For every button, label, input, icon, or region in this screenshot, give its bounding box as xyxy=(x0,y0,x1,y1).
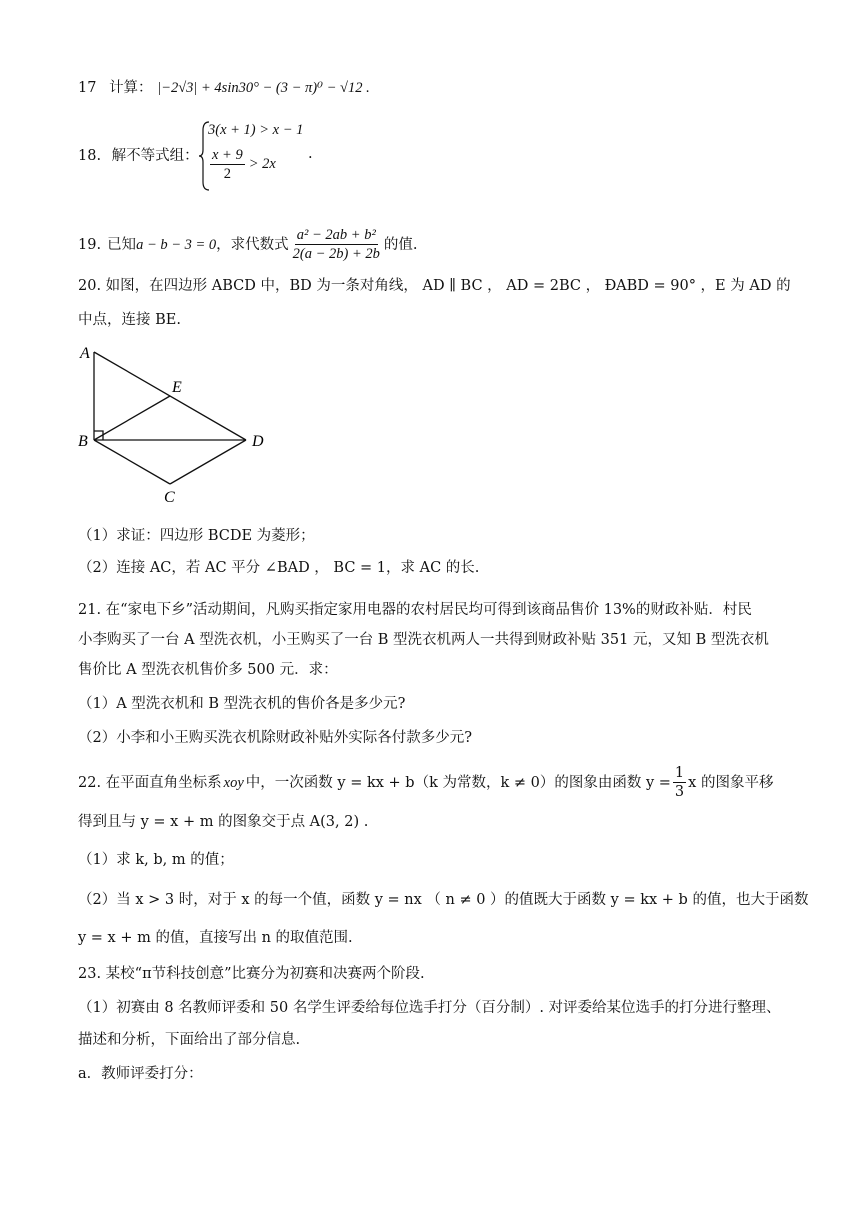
question-23-line-4: a．教师评委打分： xyxy=(78,1066,203,1082)
point-label-e: E xyxy=(172,379,182,396)
segment-be xyxy=(94,396,170,440)
inequality-2-rhs: > 2x xyxy=(248,156,276,172)
question-18 xyxy=(78,146,784,166)
question-21-line-1: 21. 在“家电下乡”活动期间，凡购买指定家用电器的农村居民均可得到该商品售价 13%的财政补贴．村民 xyxy=(78,602,752,618)
point-label-b: B xyxy=(78,433,88,450)
question-17 xyxy=(78,78,784,98)
question-21-part-2: （2）小李和小王购买洗衣机除财政补贴外实际各付款多少元? xyxy=(78,730,472,746)
question-label: 计算： xyxy=(109,80,153,96)
question-20-part-2: （2）连接 AC，若 AC 平分 ∠BAD ， BC = 1，求 AC 的长. xyxy=(78,560,480,576)
fraction xyxy=(210,146,245,183)
inequality-1: 3(x + 1) > x − 1 xyxy=(208,122,304,138)
question-text: 的值. xyxy=(383,236,418,253)
fraction-denominator: 2(a − 2b) + 2b xyxy=(292,246,380,262)
point-label-d: D xyxy=(252,433,264,450)
question-20-line-1: 20. 如图，在四边形 ABCD 中，BD 为一条对角线， AD ∥ BC ， AD = 2BC ， ÐABD = 90° ，E 为 AD 的 xyxy=(78,278,791,294)
question-22-line-1 xyxy=(78,764,784,801)
question-22-part-2-line-2: y = x + m 的值，直接写出 n 的取值范围. xyxy=(78,930,353,946)
question-label: 解不等式组： xyxy=(111,148,199,164)
fraction-numerator: 1 xyxy=(674,765,685,781)
question-21-line-2: 小李购买了一台 A 型洗衣机，小王购买了一台 B 型洗衣机两人一共得到财政补贴 351 元，又知 B 型洗衣机 xyxy=(78,632,769,648)
question-20-line-2: 中点，连接 BE. xyxy=(78,312,181,328)
question-20-part-1: （1）求证：四边形 BCDE 为菱形； xyxy=(78,528,315,544)
fraction-numerator: a² − 2ab + b² xyxy=(296,227,376,243)
segment-bc xyxy=(94,440,170,484)
segment-cd xyxy=(170,440,246,484)
question-text: 22. 在平面直角坐标系 xyxy=(78,774,222,791)
question-22-part-2-line-1: （2）当 x > 3 时，对于 x 的每一个值，函数 y = nx （ n ≠ 0 ）的值既大于函数 y = kx + b 的值，也大于函数 xyxy=(78,892,809,908)
question-text: 已知 xyxy=(107,236,137,253)
question-number: 19. xyxy=(78,236,102,253)
point-label-c: C xyxy=(164,489,175,506)
condition: a − b − 3 = 0 xyxy=(136,236,217,253)
coordinate-system: xoy xyxy=(223,774,244,791)
question-number: 17 xyxy=(78,80,97,96)
question-text: ，求代数式 xyxy=(216,236,289,253)
fraction xyxy=(673,764,686,801)
question-21-part-1: （1）A 型洗衣机和 B 型洗衣机的售价各是多少元? xyxy=(78,696,406,712)
question-22-part-1: （1）求 k, b, m 的值； xyxy=(78,852,234,868)
question-22-line-2: 得到且与 y = x + m 的图象交于点 A(3, 2) . xyxy=(78,814,369,830)
question-text: 中，一次函数 y = kx + b（k 为常数，k ≠ 0）的图象由函数 y = xyxy=(245,774,671,791)
math-expression: |−2√3| + 4sin30° − (3 − π)⁰ − √12 . xyxy=(157,80,370,96)
question-23-line-2: （1）初赛由 8 名教师评委和 50 名学生评委给每位选手打分（百分制）. 对评委给某位选手的打分进行整理、 xyxy=(78,1000,781,1016)
fraction-denominator: 2 xyxy=(223,166,231,182)
point-label-a: A xyxy=(80,345,90,362)
fraction-numerator: x + 9 xyxy=(212,147,243,163)
period: . xyxy=(308,146,313,162)
fraction xyxy=(291,226,382,263)
question-23-line-3: 描述和分析，下面给出了部分信息. xyxy=(78,1032,301,1048)
question-23-line-1: 23. 某校“π节科技创意”比赛分为初赛和决赛两个阶段. xyxy=(78,966,425,982)
question-text: x 的图象平移 xyxy=(688,774,774,791)
geometry-figure xyxy=(72,340,272,510)
question-number: 18. xyxy=(78,148,102,164)
fraction-denominator: 3 xyxy=(674,784,685,800)
question-21-line-3: 售价比 A 型洗衣机售价多 500 元．求： xyxy=(78,662,338,678)
question-19 xyxy=(78,226,784,263)
